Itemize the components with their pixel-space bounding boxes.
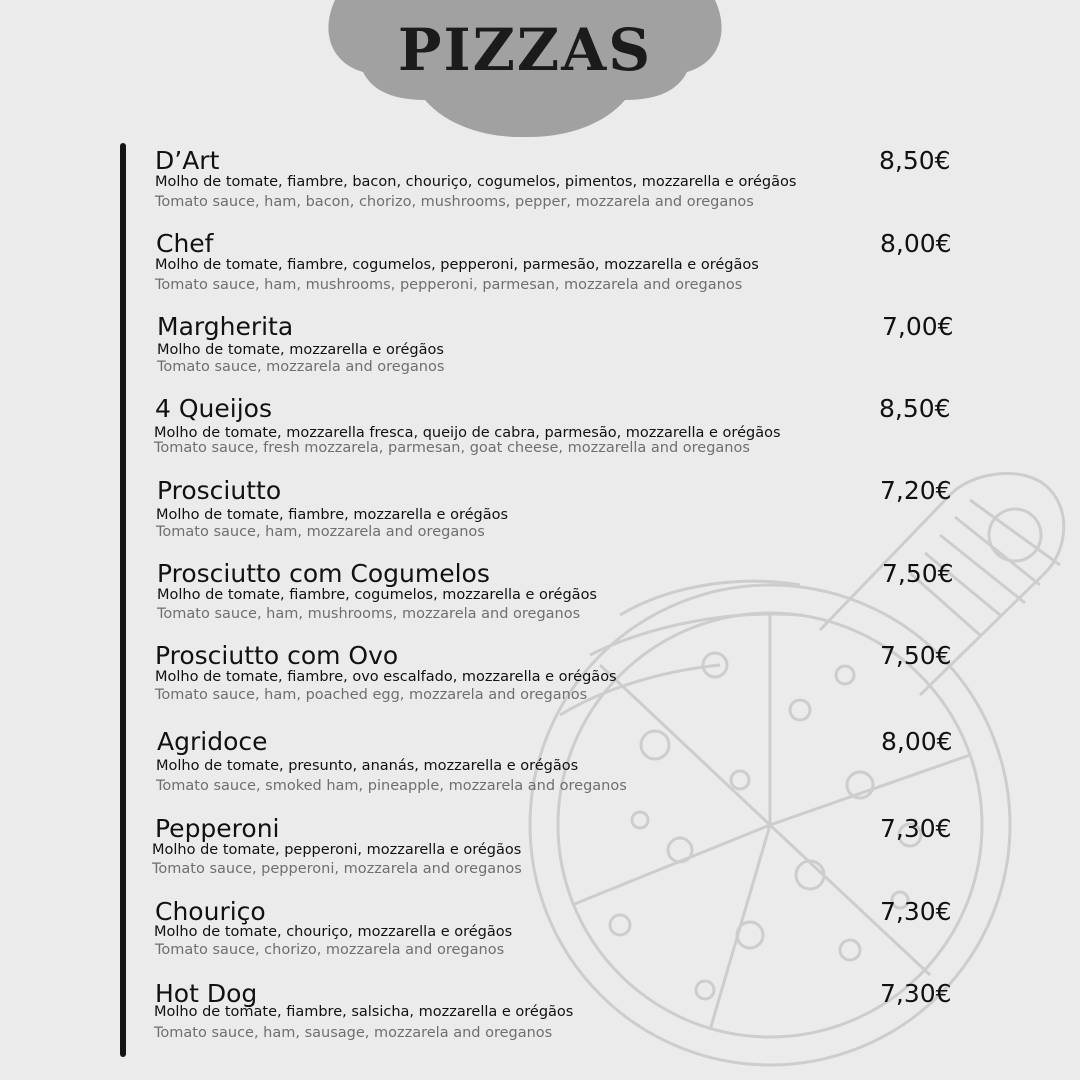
- item-description-pt: Molho de tomate, fiambre, ovo escalfado, mozzarella e orégãos: [155, 669, 617, 685]
- item-price: 7,50€: [880, 641, 952, 670]
- menu-item: [0, 229, 1080, 311]
- item-description-pt: Molho de tomate, presunto, ananás, mozzarella e orégãos: [156, 758, 579, 774]
- menu-item: [0, 979, 1080, 1061]
- page-title: PIZZAS: [397, 16, 653, 84]
- item-name: Prosciutto com Cogumelos: [157, 559, 490, 588]
- item-price: 7,00€: [882, 312, 954, 341]
- item-description-en: Tomato sauce, mozzarela and oreganos: [157, 359, 445, 375]
- item-price: 8,50€: [879, 146, 951, 175]
- item-name: 4 Queijos: [155, 394, 272, 423]
- item-description-en: Tomato sauce, ham, mozzarela and oreganos: [156, 524, 485, 540]
- item-description-en: Tomato sauce, ham, bacon, chorizo, mushrooms, pepper, mozzarela and oreganos: [155, 194, 754, 210]
- item-name: Hot Dog: [155, 979, 258, 1008]
- menu-item: [0, 727, 1080, 809]
- item-price: 7,30€: [880, 897, 952, 926]
- item-description-pt: Molho de tomate, chouriço, mozzarella e orégãos: [154, 924, 513, 940]
- item-price: 8,00€: [880, 229, 952, 258]
- item-description-en: Tomato sauce, ham, sausage, mozzarela and oreganos: [154, 1025, 553, 1041]
- item-price: 7,30€: [880, 979, 952, 1008]
- item-price: 7,20€: [880, 476, 952, 505]
- item-name: Prosciutto com Ovo: [155, 641, 399, 670]
- item-name: Chouriço: [155, 897, 266, 926]
- item-description-en: Tomato sauce, smoked ham, pineapple, mozzarela and oreganos: [156, 778, 627, 794]
- item-name: Margherita: [157, 312, 294, 341]
- menu-item: [0, 641, 1080, 723]
- item-description-pt: Molho de tomate, fiambre, salsicha, mozzarella e orégãos: [154, 1004, 574, 1020]
- item-price: 7,50€: [882, 559, 954, 588]
- item-description-en: Tomato sauce, chorizo, mozzarela and oreganos: [155, 942, 505, 958]
- menu-item: [0, 476, 1080, 558]
- item-name: Chef: [156, 229, 214, 258]
- menu-item: [0, 559, 1080, 641]
- item-description-en: Tomato sauce, ham, poached egg, mozzarela and oreganos: [155, 687, 588, 703]
- menu-item: [0, 146, 1080, 228]
- menu-item: [0, 897, 1080, 979]
- item-description-pt: Molho de tomate, pepperoni, mozzarella e orégãos: [152, 842, 522, 858]
- item-name: Pepperoni: [155, 814, 280, 843]
- item-name: D’Art: [155, 146, 220, 175]
- item-description-pt: Molho de tomate, mozzarella fresca, queijo de cabra, parmesão, mozzarella e orégãos: [154, 425, 781, 441]
- item-description-en: Tomato sauce, ham, mushrooms, pepperoni, parmesan, mozzarela and oreganos: [155, 277, 743, 293]
- menu-item: [0, 312, 1080, 394]
- item-description-pt: Molho de tomate, fiambre, cogumelos, pepperoni, parmesão, mozzarella e orégãos: [155, 257, 759, 273]
- item-description-en: Tomato sauce, pepperoni, mozzarela and oreganos: [152, 861, 522, 877]
- menu-item: [0, 814, 1080, 896]
- item-description-en: Tomato sauce, ham, mushrooms, mozzarela and oreganos: [157, 606, 581, 622]
- item-description-en: Tomato sauce, fresh mozzarela, parmesan, goat cheese, mozzarella and oreganos: [154, 440, 750, 456]
- menu-item: [0, 394, 1080, 476]
- item-description-pt: Molho de tomate, fiambre, cogumelos, mozzarella e orégãos: [157, 587, 597, 603]
- item-name: Prosciutto: [157, 476, 282, 505]
- item-name: Agridoce: [157, 727, 268, 756]
- item-description-pt: Molho de tomate, mozzarella e orégãos: [157, 342, 444, 358]
- item-price: 8,50€: [879, 394, 951, 423]
- item-description-pt: Molho de tomate, fiambre, bacon, chouriço, cogumelos, pimentos, mozzarella e orégãos: [155, 174, 797, 190]
- item-description-pt: Molho de tomate, fiambre, mozzarella e orégãos: [156, 507, 509, 523]
- item-price: 7,30€: [880, 814, 952, 843]
- item-price: 8,00€: [881, 727, 953, 756]
